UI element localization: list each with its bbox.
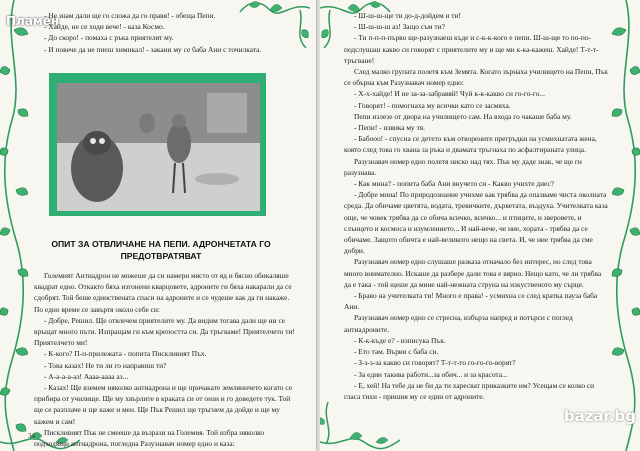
paragraph: Разузнавач номер едно полетя ниско над тях. Пък му даде знак, че ще ги разузнава. — [344, 156, 582, 177]
paragraph: - Браво на учителката ти! Много е права! - усмихна се след кратка пауза баба Ани. — [344, 291, 598, 312]
paragraph: - И повече да не пиеш химикал! - закани му се баба Ани с точилката. — [44, 44, 262, 54]
paragraph: - Добре мина! По природознание учихме как трябва да опазваме чиста околната среда. Да обичаме цветята, водата, тревичките, дърветата, въздуха. Учителката каза още, че човек трябва да се обича всичко, всичко... и птиците, и зверовете, и слънцето и космоса и изумлението... И най-вече, че ние, хората - трябва да се обичаме. Защото обичта е най-великото нещо на света. И, че ние трябва да сме добри. — [344, 190, 608, 256]
paragraph: - А-а-а-а-аз! Аааа-аааа аз... — [44, 371, 129, 381]
paragraph: - Ти п-п-п-първо ще-разузнаеш къде и с-к-к-кого е пепи. Ш-ш-ще то по-по-подслушаш какво си говорят с приятелите му и ще ми к-ка-кажеш. Хайде! Т-т-т-тръгване! — [344, 33, 599, 65]
paragraph: Разузнавач номер едно се стресна, избърза напред и потърси с поглед антиадроните. — [344, 313, 573, 334]
brand-watermark: Пламен — [6, 14, 60, 28]
paragraph: Разузнавач номер едно слушаше разказа отначало без интерес, но след това много внимателно. Искаше да разбере дали това е вярно. Нещо като, че ли трябва да е така - той щеше да мине най-нежната струна на изкуственото му сърце. — [344, 257, 602, 289]
illustration-image — [57, 83, 260, 211]
paragraph: - К-кого? П-п-прилежата - попита Пискливият Пъх. — [44, 349, 207, 359]
left-top-text — [34, 10, 296, 55]
paragraph: - Ш-ш-ш-ш аз! Защо съм ти? — [354, 22, 445, 32]
paragraph: - З-з-з-за какво си говорят? Т-т-т-то го-го-го-ворят? — [354, 358, 516, 368]
chapter-heading — [30, 238, 292, 262]
paragraph: - За един такива работи...за обич... и за красота... — [354, 369, 508, 379]
chapter-heading-line-1: ОПИТ ЗА ОТВЛИЧАНЕ НА ПЕПИ. АДРОНЧЕТАТА ГО — [51, 239, 271, 249]
right-page — [320, 0, 640, 451]
paragraph: - Пепи! - извика му тя. — [354, 123, 425, 133]
paragraph: - К-к-къде е? - изписука Пък. — [354, 335, 446, 345]
paragraph: - Говорят! - помогнаха му всички като се засмяха. — [354, 100, 511, 110]
paragraph: - До скоро! - помаха с ръка приятелят му. — [44, 33, 174, 43]
paragraph: - Е, хей! На тебе да не би да ти харесват приказките им? Усещам се колко си гласа тихи - пришия му се един от адроните. — [344, 380, 595, 401]
paragraph: - Хайде, не се ходи вече! - каза Космо. — [44, 22, 165, 32]
paragraph: - Бабооо! - спусна се детето към отворените прегръдки на усмихнатата жена, която след това го хвана за ръка и двамата тръгнаха по асфалтираната улица. — [344, 134, 597, 155]
chapter-heading-line-2: ПРЕДОТВРАТЯВАТ — [120, 251, 202, 261]
paragraph: След малко групата полетя към Земята. Когато зърнаха училището на Пепи, Пък се обърна към Разузнавач номер едно: — [344, 67, 608, 88]
paragraph: - Казах! Ще вземем няколко антиадрона и ще причакате земляничето когато се прибира от училище. Ще му хвърлите в краката си от онзи и го доведете тук. Той ще се разплаче и ще каже и мен. Ще Пък Решил ще тръгнем да дойде и ще му кажем и сам! — [34, 383, 292, 426]
paragraph: Пискливият Пък не смееше да възрази на Големия. Той избра няколко подходящи антиадрона, погледна Разузнавач номер едно и каза: — [34, 427, 265, 449]
paragraph: - Добре, Решил. Ще отвлечем приятелите му. Да видим тогава дали ще ни се връщат много пъти. Изпращам ги към крепостта си. Да тръгваме! Приятелчето ти! Приятелчето ми! — [34, 315, 295, 348]
illustration-scene — [57, 83, 260, 211]
paragraph: - Това казах! Не ти ли го направиш ти? — [44, 360, 167, 370]
paragraph: Пепи излезе от двора на училището сам. На входа го чакаше баба му. — [354, 111, 572, 121]
paragraph: Големият Антиадрон не можеше да си намери място от яд и бясно обикаляше квадрат едно. Откакто бяха изгонени кварцовете, адроните ги бяха накарали да се сдобрят. Той беше единствената спаси на адроните и се чудеше как да ги накаже. По едно време се завъртя около себе си: — [34, 271, 292, 314]
vine-border-left — [0, 0, 30, 451]
left-page — [0, 0, 319, 451]
paragraph: - Не знам дали ще го сложа да го правя! - обеща Пепи. — [44, 11, 216, 20]
paragraph: - Х-х-хайде! И не за-за-забравяй! Чуй к-к-какво си го-го-го... — [354, 89, 545, 99]
right-body-text — [344, 10, 610, 402]
paragraph: - Ето там. Върви с баба си. — [354, 347, 439, 357]
left-body-text — [34, 270, 296, 449]
page-number-left: 34 — [28, 432, 35, 440]
paragraph: - Как мина? - попита баба Ани внучето си - Какво учихте днес? — [354, 179, 555, 189]
paragraph: - Ш-ш-ш-ще ти до-д-дойдем и ти! — [354, 11, 461, 20]
site-watermark: bazar.bg — [563, 407, 636, 425]
vine-border-right — [610, 0, 640, 451]
